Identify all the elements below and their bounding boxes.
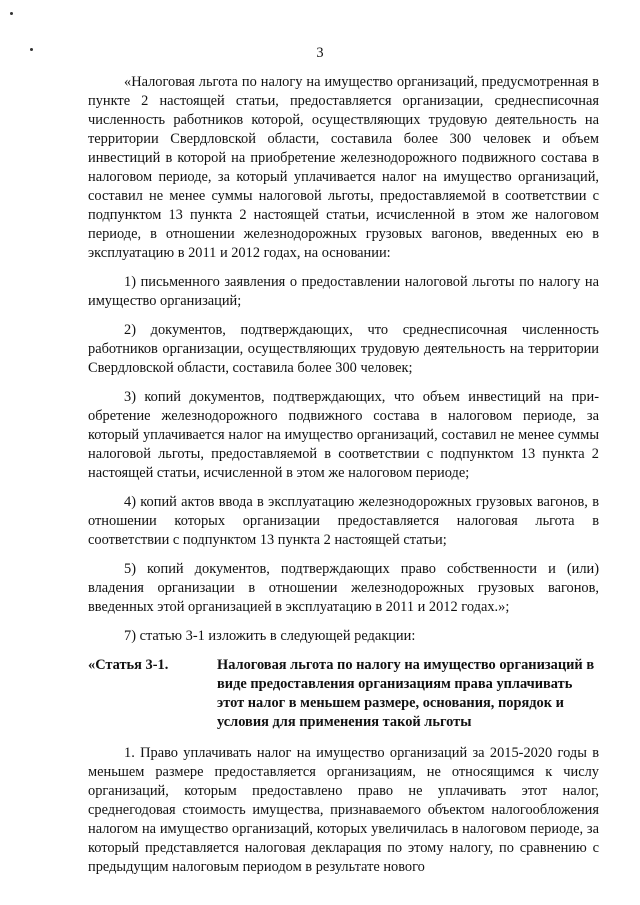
paragraph-item-1: 1) письменного заявления о предоставлении налоговой льготы по налогу на имущество организаций; xyxy=(88,274,599,309)
article-label: «Статья 3-1. xyxy=(88,657,169,673)
article-heading xyxy=(88,656,599,732)
document-body xyxy=(88,73,599,887)
article-title: Налоговая льгота по налогу на имущество организаций в виде предоставления организациям права уплачивать этот налог в меньшем размере, основания, порядок и условия для применения такой льготы xyxy=(217,657,595,730)
paragraph-item-3: 3) копий документов, подтверждающих, что объем инвестиций на приобретение железнодорожного подвижного состава в налоговом периоде, за который уплачивается налог на имущество организаций, составил не менее суммы налоговой льготы, предоставляемой в соответствии с подпунктом 13 пункта 2 настоящей статьи, исчисленной в этом же налоговом периоде; xyxy=(88,389,599,481)
paragraph-item-2: 2) документов, подтверждающих, что среднесписочная численность работников организации, осуществляющих трудовую деятельность на территории Свердловской области, составила более 300 человек; xyxy=(88,322,599,376)
page-number: 3 xyxy=(316,45,324,61)
paragraph-item-4: 4) копий актов ввода в эксплуатацию железнодорожных грузовых вагонов, в отношении которых организации предоставляется налоговая льгота в соответствии с подпунктом 13 пункта 2 настоящей статьи; xyxy=(88,494,599,548)
paragraph-article-point-1: 1. Право уплачивать налог на имущество организаций за 2015-2020 годы в меньшем размере предоставляется организациям, не относящимся к числу организаций, которым предоставлено право не уплачивать этот налог, среднегодовая стоимость имущества, признаваемого объектом налогообложения налогом на имущество организаций, которых увеличилась в налоговом периоде, за который представляется налоговая декларация по этому налогу, по сравнению с предыдущим налоговым периодом в результате нового xyxy=(88,745,599,875)
paragraph-intro: «Налоговая льгота по налогу на имущество организаций, предусмотренная в пункте 2 настоящей статьи, предоставляется организации, среднесписочная численность работников которой, осуществляющих трудовую деятельность на территории Свердловской области, составила более 300 человек и объем инвестиций в которой на приобретение железнодорожного подвижного состава в налоговом периоде, за который уплачивается налог на имущество организаций, составил не менее суммы налоговой льготы, предоставляемой в соответствии с подпунктом 13 пункта 2 настоящей статьи, исчисленной в этом же налоговом периоде, в отношении железнодорожных грузовых вагонов, введенных ею в эксплуатацию в 2011 и 2012 годах, на основании: xyxy=(88,74,599,261)
scan-mark xyxy=(10,12,13,15)
paragraph-item-5: 5) копий документов, подтверждающих право собственности и (или) владения организации в отношении железнодорожных грузовых вагонов, введенных этой организацией в эксплуатацию в 2011 и 2012 годах.»; xyxy=(88,561,599,615)
paragraph-item-7: 7) статью 3-1 изложить в следующей редакции: xyxy=(124,628,416,644)
